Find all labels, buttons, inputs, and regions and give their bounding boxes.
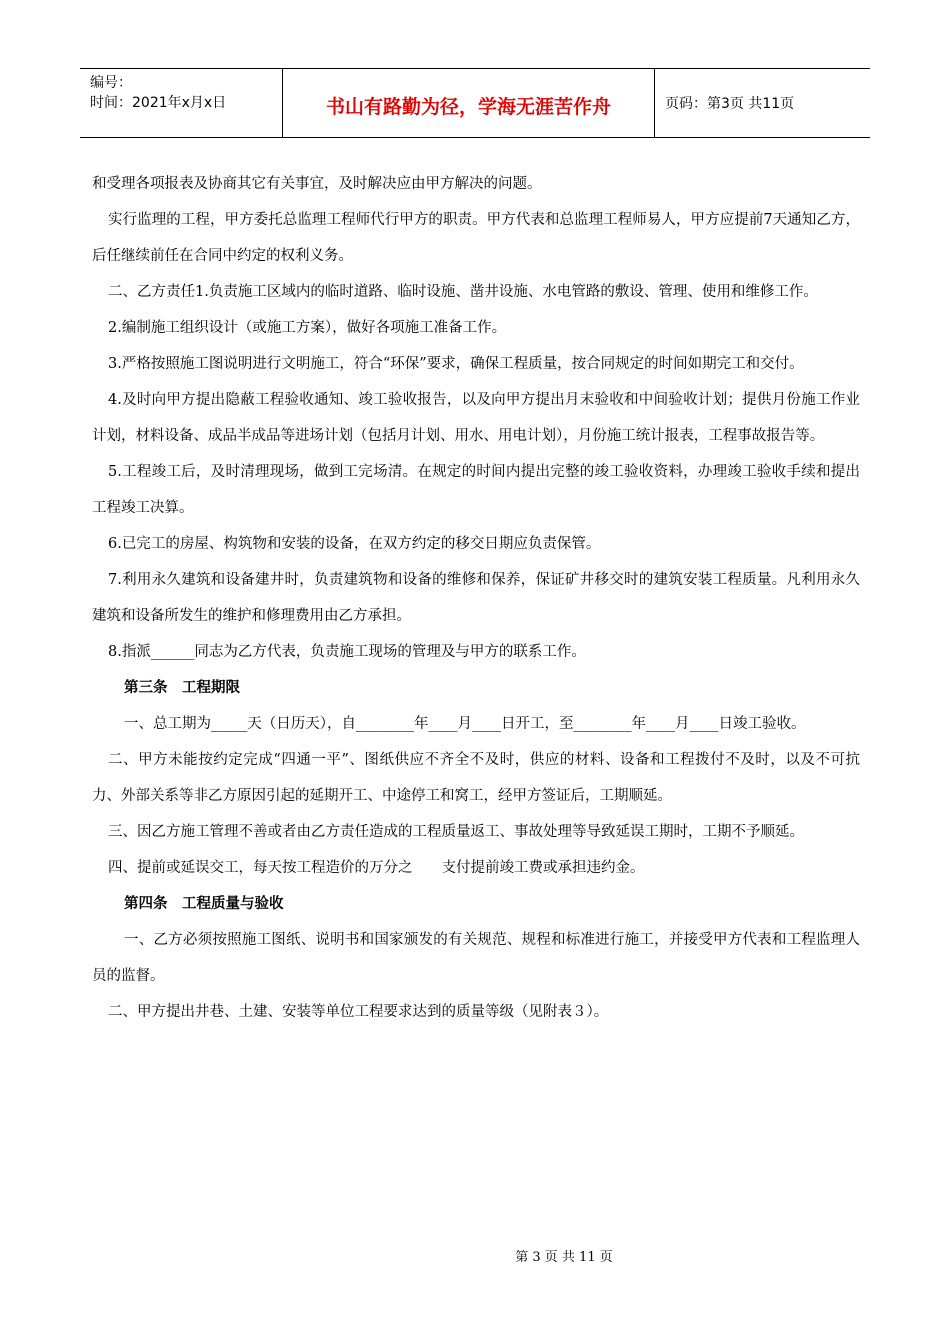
body-paragraph: 一、总工期为_____天（日历天），自________年____月____日开工，至________年____月____日竣工验收。 [124,716,806,732]
body-paragraph: 7.利用永久建筑和设备建井时，负责建筑物和设备的维修和保养，保证矿井移交时的建筑安装工程质量。凡利用永久建筑和设备所发生的维护和修理费用由乙方承担。 [92,572,860,624]
body-paragraph: 3.严格按照施工图说明进行文明施工，符合“环保”要求，确保工程质量，按合同规定的时间如期完工和交付。 [108,356,804,372]
body-paragraph: 四、提前或延误交工，每天按工程造价的万分之 支付提前竣工费或承担违约金。 [108,860,645,876]
section-heading: 第四条 工程质量与验收 [124,896,284,912]
footer-page-number: 第 3 页 共 11 页 [515,1250,613,1265]
body-paragraph: 8.指派______同志为乙方代表，负责施工现场的管理及与甲方的联系工作。 [108,644,586,660]
body-paragraph: 实行监理的工程，甲方委托总监理工程师代行甲方的职责。甲方代表和总监理工程师易人，甲方应提前7天通知乙方，后任继续前任在合同中约定的权利义务。 [92,212,860,264]
body-paragraph: 2.编制施工组织设计（或施工方案），做好各项施工准备工作。 [108,320,507,336]
body-paragraph: 6.已完工的房屋、构筑物和安装的设备，在双方约定的移交日期应负责保管。 [108,536,601,552]
body-paragraph: 二、甲方未能按约定完成“四通一平”、图纸供应不齐全不及时，供应的材料、设备和工程拨付不及时，以及不可抗力、外部关系等非乙方原因引起的延期开工、中途停工和窝工，经甲方签证后，工期顺延。 [92,752,860,804]
header-meta [80,69,283,137]
header-page-info: 页码：第3页 共11页 [665,96,795,112]
body-paragraph: 和受理各项报表及协商其它有关事宜，及时解决应由甲方解决的问题。 [92,176,542,192]
document-date-label: 时间：2021年x月x日 [90,95,227,111]
header-motto: 书山有路勤为径，学海无涯苦作舟 [283,69,655,137]
document-number-label: 编号： [90,75,132,91]
body-paragraph: 二、甲方提出井巷、土建、安装等单位工程要求达到的质量等级（见附表３）。 [108,1004,609,1020]
body-paragraph: 5.工程竣工后，及时清理现场，做到工完场清。在规定的时间内提出完整的竣工验收资料，办理竣工验收手续和提出工程竣工决算。 [92,464,860,516]
body-paragraph: 一、乙方必须按照施工图纸、说明书和国家颁发的有关规范、规程和标准进行施工，并接受甲方代表和工程监理人员的监督。 [92,932,860,984]
page-footer [0,1246,950,1265]
page-header [80,68,870,138]
body-paragraph: 4.及时向甲方提出隐蔽工程验收通知、竣工验收报告，以及向甲方提出月末验收和中间验收计划；提供月份施工作业计划，材料设备、成品半成品等进场计划（包括月计划、用水、用电计划），月份施工统计报表，工程事故报告等。 [92,392,860,444]
body-paragraph: 二、乙方责任1.负责施工区域内的临时道路、临时设施、凿井设施、水电管路的敷设、管理、使用和维修工作。 [108,284,818,300]
body-paragraph: 三、因乙方施工管理不善或者由乙方责任造成的工程质量返工、事故处理等导致延误工期时，工期不予顺延。 [108,824,804,840]
section-heading: 第三条 工程期限 [124,680,240,696]
document-body [92,166,860,1030]
